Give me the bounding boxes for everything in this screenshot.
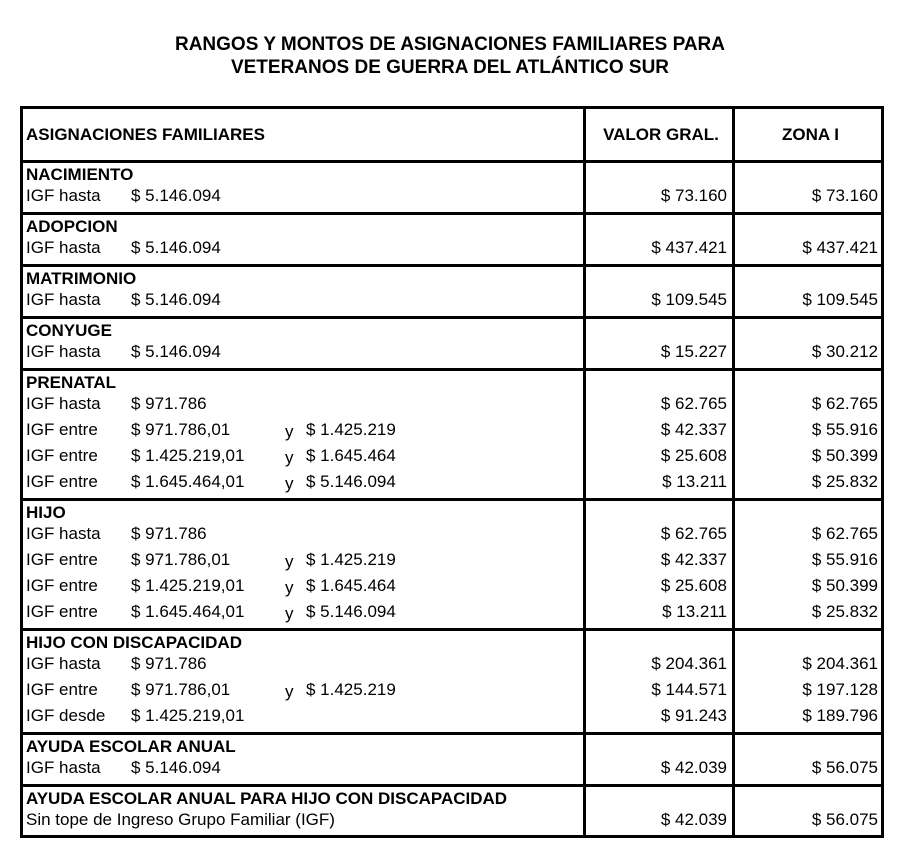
group-name: AYUDA ESCOLAR ANUAL bbox=[26, 737, 236, 756]
zona-i-cell: $ 204.361 bbox=[802, 654, 878, 673]
valor-gral-cell: $ 42.337 bbox=[660, 550, 727, 569]
row-to-amount: $ 1.425.219 bbox=[306, 550, 396, 569]
row-label: IGF entre bbox=[26, 576, 98, 595]
row-to-amount: $ 1.645.464 bbox=[306, 446, 396, 465]
row-from-amount: $ 1.645.464,01 bbox=[131, 602, 245, 621]
valor-gral-cell: $ 25.608 bbox=[660, 446, 727, 465]
row-from-amount: $ 971.786 bbox=[131, 524, 207, 543]
page-title-line-2: VETERANOS DE GUERRA DEL ATLÁNTICO SUR bbox=[230, 57, 670, 78]
header-zona-i: ZONA I bbox=[782, 125, 839, 144]
row-label: IGF hasta bbox=[26, 758, 101, 777]
valor-gral-cell: $ 13.211 bbox=[662, 602, 727, 621]
row-from-amount: $ 971.786,01 bbox=[131, 420, 231, 439]
row-to-amount: $ 1.425.219 bbox=[306, 680, 396, 699]
row-to-amount: $ 1.425.219 bbox=[306, 420, 396, 439]
group-name: ADOPCION bbox=[26, 217, 118, 236]
row-conjunction: y bbox=[285, 448, 294, 467]
row-conjunction: y bbox=[285, 682, 294, 701]
valor-gral-cell: $ 109.545 bbox=[651, 290, 727, 309]
row-divider bbox=[23, 160, 881, 163]
row-label: IGF entre bbox=[26, 550, 98, 569]
valor-gral-cell: $ 13.211 bbox=[662, 472, 727, 491]
row-divider bbox=[23, 316, 881, 319]
row-conjunction: y bbox=[285, 604, 294, 623]
group-name: HIJO bbox=[26, 503, 66, 522]
zona-i-cell: $ 30.212 bbox=[811, 342, 878, 361]
valor-gral-cell: $ 62.765 bbox=[660, 524, 727, 543]
column-divider bbox=[583, 109, 586, 835]
row-from-amount: $ 1.425.219,01 bbox=[131, 706, 245, 725]
row-label: IGF hasta bbox=[26, 342, 101, 361]
row-from-amount: $ 1.425.219,01 bbox=[131, 576, 245, 595]
row-label: IGF desde bbox=[26, 706, 106, 725]
allowances-table bbox=[20, 106, 884, 838]
group-name: MATRIMONIO bbox=[26, 269, 137, 288]
row-label: IGF hasta bbox=[26, 394, 101, 413]
group-name: CONYUGE bbox=[26, 321, 112, 340]
zona-i-cell: $ 55.916 bbox=[811, 420, 878, 439]
zona-i-cell: $ 25.832 bbox=[811, 602, 878, 621]
row-conjunction: y bbox=[285, 578, 294, 597]
zona-i-cell: $ 189.796 bbox=[802, 706, 878, 725]
page-title-line-1: RANGOS Y MONTOS DE ASIGNACIONES FAMILIARES PARA bbox=[174, 34, 725, 55]
valor-gral-cell: $ 91.243 bbox=[660, 706, 727, 725]
group-name: PRENATAL bbox=[26, 373, 117, 392]
zona-i-cell: $ 197.128 bbox=[802, 680, 878, 699]
row-from-amount: $ 971.786,01 bbox=[131, 550, 231, 569]
row-from-amount: $ 5.146.094 bbox=[131, 758, 221, 777]
header-allowances: ASIGNACIONES FAMILIARES bbox=[26, 125, 265, 144]
row-divider bbox=[23, 498, 881, 501]
valor-gral-cell: $ 204.361 bbox=[651, 654, 727, 673]
row-from-amount: $ 971.786 bbox=[131, 394, 207, 413]
zona-i-cell: $ 73.160 bbox=[811, 186, 878, 205]
valor-gral-cell: $ 25.608 bbox=[660, 576, 727, 595]
zona-i-cell: $ 50.399 bbox=[811, 576, 878, 595]
row-label: IGF entre bbox=[26, 602, 98, 621]
group-name: AYUDA ESCOLAR ANUAL PARA HIJO CON DISCAPACIDAD bbox=[26, 789, 508, 808]
valor-gral-cell: $ 42.039 bbox=[660, 810, 727, 829]
valor-gral-cell: $ 73.160 bbox=[660, 186, 727, 205]
row-conjunction: y bbox=[285, 474, 294, 493]
row-from-amount: $ 5.146.094 bbox=[131, 342, 221, 361]
zona-i-cell: $ 55.916 bbox=[811, 550, 878, 569]
row-conjunction: y bbox=[285, 552, 294, 571]
zona-i-cell: $ 50.399 bbox=[811, 446, 878, 465]
column-divider bbox=[732, 109, 735, 835]
group-name: HIJO CON DISCAPACIDAD bbox=[26, 633, 242, 652]
row-label: Sin tope de Ingreso Grupo Familiar (IGF) bbox=[26, 810, 335, 829]
valor-gral-cell: $ 15.227 bbox=[660, 342, 727, 361]
row-to-amount: $ 1.645.464 bbox=[306, 576, 396, 595]
valor-gral-cell: $ 62.765 bbox=[660, 394, 727, 413]
row-label: IGF hasta bbox=[26, 186, 101, 205]
row-from-amount: $ 1.425.219,01 bbox=[131, 446, 245, 465]
row-label: IGF entre bbox=[26, 446, 98, 465]
row-from-amount: $ 971.786,01 bbox=[131, 680, 231, 699]
zona-i-cell: $ 56.075 bbox=[811, 810, 878, 829]
zona-i-cell: $ 437.421 bbox=[802, 238, 878, 257]
zona-i-cell: $ 62.765 bbox=[811, 524, 878, 543]
row-to-amount: $ 5.146.094 bbox=[306, 602, 396, 621]
row-to-amount: $ 5.146.094 bbox=[306, 472, 396, 491]
row-conjunction: y bbox=[285, 422, 294, 441]
row-label: IGF hasta bbox=[26, 238, 101, 257]
row-label: IGF hasta bbox=[26, 290, 101, 309]
zona-i-cell: $ 25.832 bbox=[811, 472, 878, 491]
row-from-amount: $ 5.146.094 bbox=[131, 186, 221, 205]
row-label: IGF hasta bbox=[26, 524, 101, 543]
row-label: IGF entre bbox=[26, 472, 98, 491]
row-label: IGF entre bbox=[26, 420, 98, 439]
valor-gral-cell: $ 144.571 bbox=[651, 680, 727, 699]
valor-gral-cell: $ 42.039 bbox=[660, 758, 727, 777]
row-label: IGF hasta bbox=[26, 654, 101, 673]
row-divider bbox=[23, 368, 881, 371]
zona-i-cell: $ 56.075 bbox=[811, 758, 878, 777]
row-from-amount: $ 1.645.464,01 bbox=[131, 472, 245, 491]
row-from-amount: $ 5.146.094 bbox=[131, 238, 221, 257]
zona-i-cell: $ 62.765 bbox=[811, 394, 878, 413]
row-divider bbox=[23, 212, 881, 215]
row-from-amount: $ 971.786 bbox=[131, 654, 207, 673]
row-label: IGF entre bbox=[26, 680, 98, 699]
zona-i-cell: $ 109.545 bbox=[802, 290, 878, 309]
valor-gral-cell: $ 437.421 bbox=[651, 238, 727, 257]
valor-gral-cell: $ 42.337 bbox=[660, 420, 727, 439]
row-divider bbox=[23, 264, 881, 267]
row-from-amount: $ 5.146.094 bbox=[131, 290, 221, 309]
group-name: NACIMIENTO bbox=[26, 165, 134, 184]
header-valor-gral: VALOR GRAL. bbox=[603, 125, 719, 144]
